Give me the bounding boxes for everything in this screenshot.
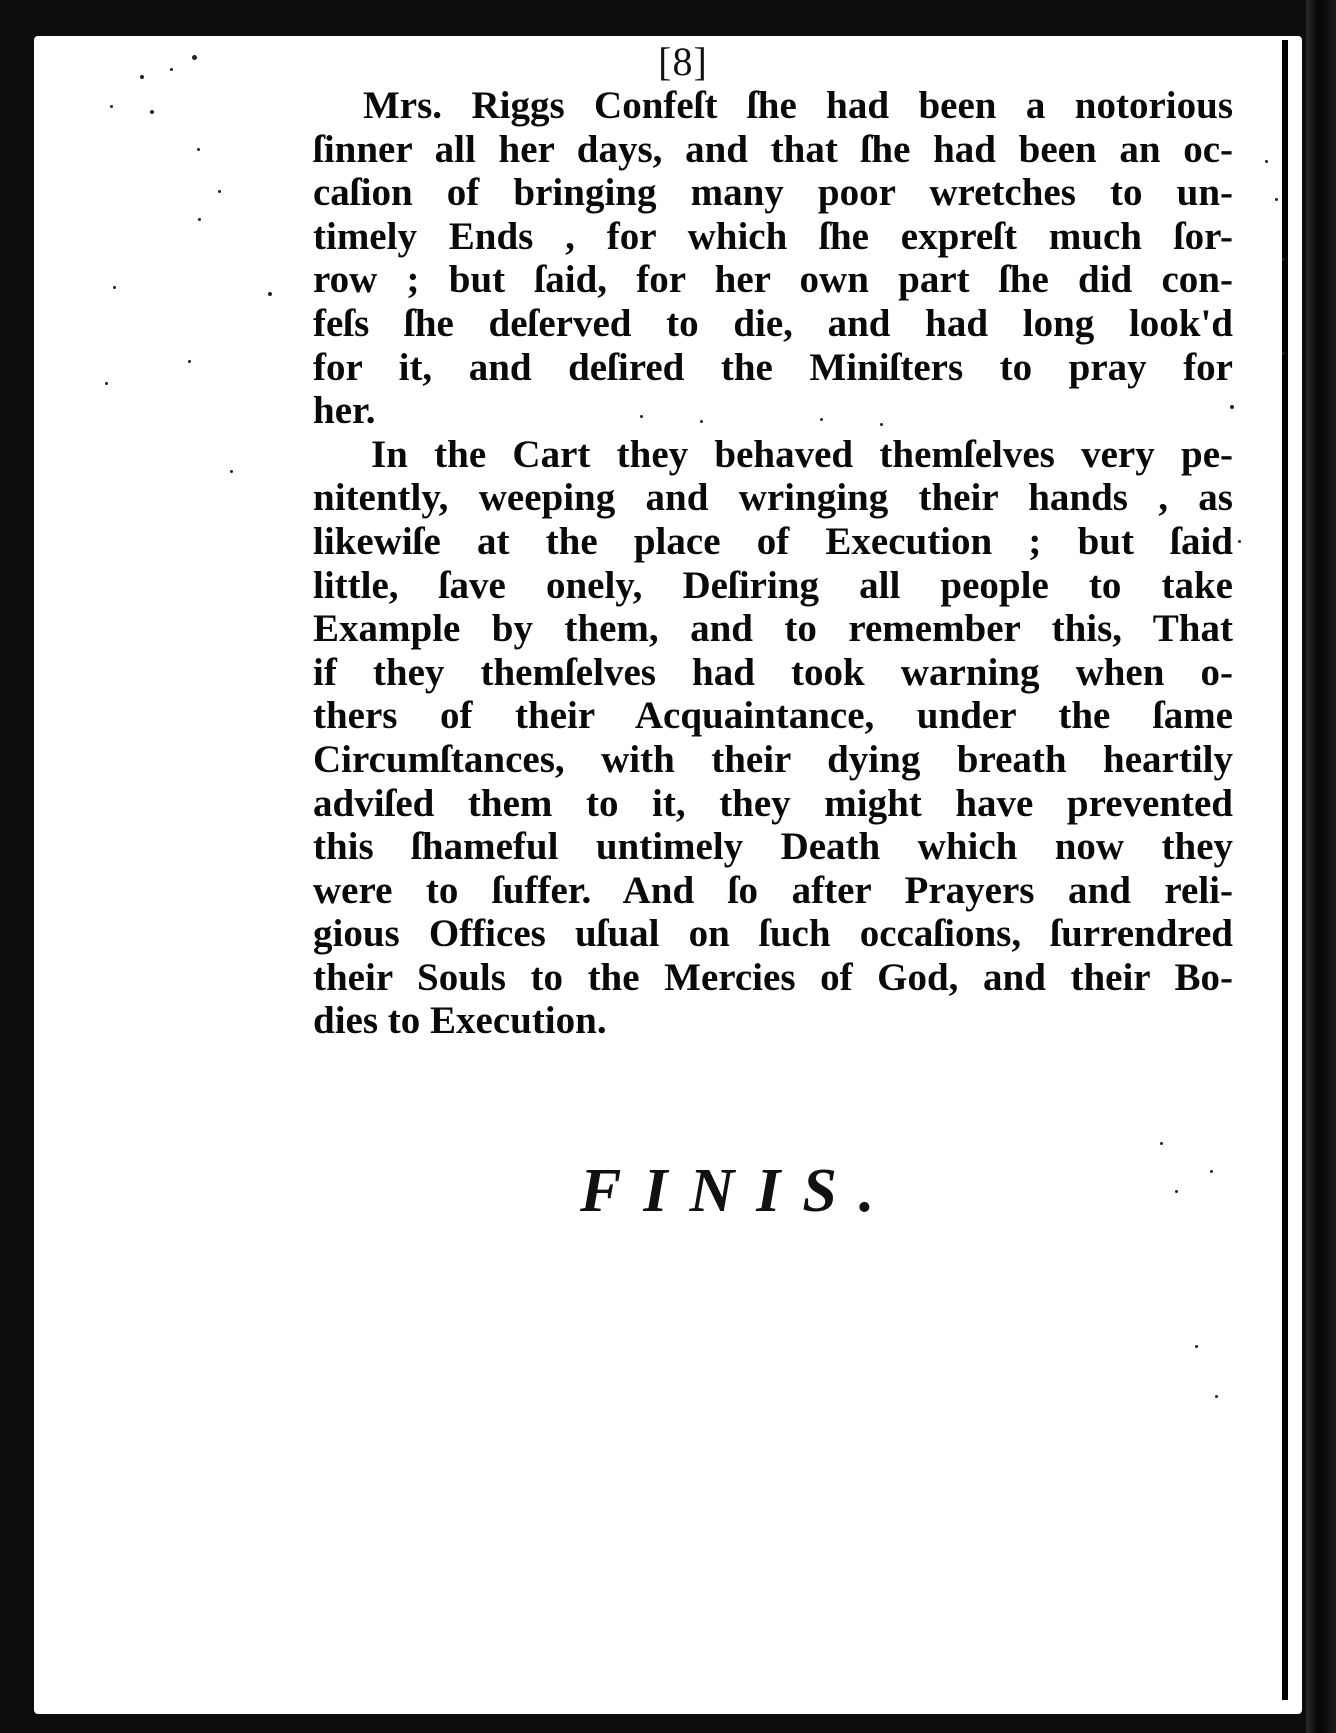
scan-speck — [150, 110, 154, 114]
text-line: ſinner all her days, and that ſhe had been an oc- — [313, 127, 1233, 171]
binding-edge — [1306, 0, 1336, 1733]
scan-speck — [1238, 540, 1241, 543]
text-line: In the Cart they behaved themſelves very pe- — [371, 432, 1233, 476]
text-line: caſion of bringing many poor wretches to un- — [313, 171, 1233, 215]
scan-speck — [820, 418, 823, 421]
scan-speck — [198, 218, 201, 221]
text-line: Mrs. Riggs Confeſt ſhe had been a notorious — [363, 84, 1233, 127]
text-line: for it, and deſired the Miniſters to pray for — [313, 345, 1233, 389]
scan-speck — [197, 148, 200, 151]
scan-speck — [1215, 1395, 1218, 1398]
scan-speck — [268, 292, 272, 296]
text-line: if they themſelves had took warning when o- — [313, 650, 1233, 694]
text-line: their Souls to the Mercies of God, and their Bo- — [313, 955, 1233, 999]
scan-speck — [1282, 258, 1285, 261]
scan-speck — [1230, 405, 1234, 409]
text-line: this ſhameful untimely Death which now they — [313, 825, 1233, 869]
scan-speck — [700, 420, 703, 423]
scan-speck — [188, 360, 191, 363]
text-line: little, ſave onely, Deſiring all people to take — [313, 563, 1233, 607]
scan-speck — [110, 105, 113, 108]
scan-speck — [1195, 1345, 1198, 1348]
scan-speck — [880, 423, 883, 426]
paragraph-execution — [313, 433, 1233, 1043]
scan-speck — [640, 415, 643, 418]
scan-speck — [1282, 352, 1285, 355]
scan-speck — [170, 68, 173, 71]
text-line: feſs ſhe deſerved to die, and had long look'd — [313, 301, 1233, 345]
scan-speck — [1175, 1190, 1178, 1193]
text-line: thers of their Acquaintance, under the ſame — [313, 694, 1233, 738]
scan-speck — [230, 470, 233, 473]
text-line: timely Ends , for which ſhe expreſt much ſor- — [313, 214, 1233, 258]
scan-speck — [192, 55, 197, 60]
scan-speck — [1275, 198, 1278, 201]
text-line: dies to Execution. — [313, 999, 607, 1043]
text-line: Example by them, and to remember this, That — [313, 607, 1233, 651]
page-number: [8] — [658, 39, 708, 84]
scan-speck — [1210, 1170, 1213, 1173]
finis-colophon: FINIS. — [580, 1157, 897, 1225]
body-text — [313, 84, 1233, 1043]
text-line: likewiſe at the place of Execution ; but ſaid — [313, 519, 1233, 563]
scan-speck — [1160, 1142, 1163, 1145]
page-edge-shadow — [1282, 40, 1288, 1700]
text-line: Circumſtances, with their dying breath heartily — [313, 737, 1233, 781]
text-line: her. — [313, 389, 376, 433]
text-line: gious Offices uſual on ſuch occaſions, ſurrendred — [313, 912, 1233, 956]
scan-speck — [113, 286, 116, 289]
scan-speck — [218, 190, 221, 193]
text-line: adviſed them to it, they might have prevented — [313, 781, 1233, 825]
text-line: row ; but ſaid, for her own part ſhe did con- — [313, 258, 1233, 302]
paragraph-confession — [313, 84, 1233, 433]
scan-speck — [140, 75, 144, 79]
text-line: nitently, weeping and wringing their hands , as — [313, 476, 1233, 520]
scan-speck — [1265, 160, 1268, 163]
scan-speck — [105, 382, 108, 385]
text-line: were to ſuffer. And ſo after Prayers and reli- — [313, 868, 1233, 912]
